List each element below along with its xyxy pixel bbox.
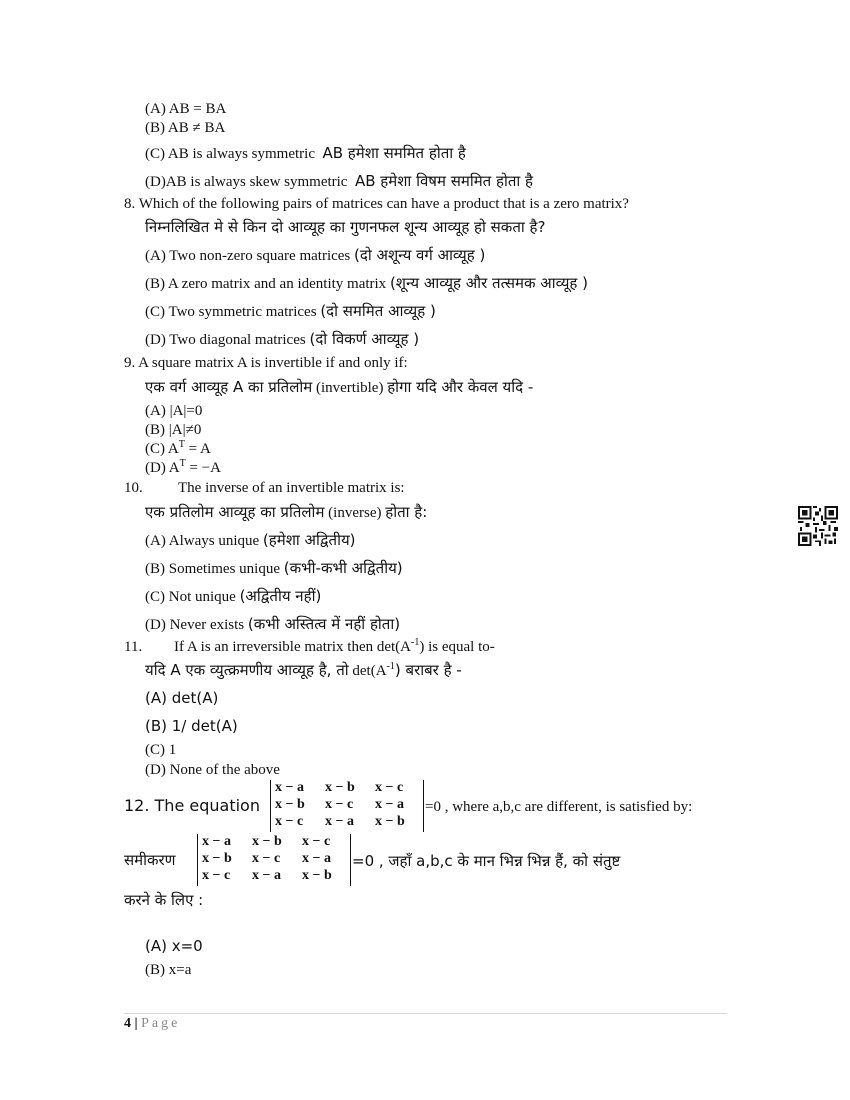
q12-suffix-hi: =0 , जहाँ a,b,c के मान भिन्न भिन्न हैं, को संतुष्ट bbox=[352, 852, 621, 870]
q12-cont-hi: करने के लिए : bbox=[124, 891, 204, 909]
q9-option-b: (B) |A|≠0 bbox=[145, 422, 202, 438]
page-label: Page bbox=[141, 1016, 181, 1031]
q9-question-hi: एक वर्ग आव्यूह A का प्रतिलोम (invertible) होगा यदि और केवल यदि - bbox=[145, 378, 534, 396]
q12-prefix-hi: समीकरण bbox=[124, 851, 176, 869]
q11-option-c: (C) 1 bbox=[145, 742, 177, 758]
det-row: x − a x − b x − c bbox=[275, 780, 404, 795]
q7-option-a: (A) AB = BA bbox=[145, 101, 227, 117]
q10-option-a: (A) Always unique (हमेशा अद्वितीय) bbox=[145, 531, 356, 549]
page-number: 4 bbox=[124, 1016, 131, 1031]
q7-option-b: (B) AB ≠ BA bbox=[145, 120, 226, 136]
q8-question-en: 8. Which of the following pairs of matrices can have a product that is a zero matrix? bbox=[124, 196, 629, 212]
q9-option-c: (C) $A^T = A$ bbox=[145, 439, 211, 457]
q11-option-d: (D) None of the above bbox=[145, 762, 280, 778]
qr-code-icon bbox=[798, 506, 838, 546]
q9-option-a: (A) |A|=0 bbox=[145, 403, 203, 419]
q7-option-d bbox=[145, 172, 533, 191]
footer-separator: | bbox=[134, 1016, 138, 1031]
q7-option-c-en: (C) AB is always symmetric bbox=[145, 146, 315, 162]
det-row: x − b x − c x − a bbox=[202, 851, 331, 866]
det-row: x − a x − b x − c bbox=[202, 834, 331, 849]
q12-determinant-hi bbox=[197, 834, 351, 886]
q12-option-a: (A) x=0 bbox=[145, 937, 203, 955]
page-footer bbox=[124, 1016, 180, 1032]
q7-option-d-en: (D)AB is always skew symmetric bbox=[145, 174, 348, 190]
q7-option-c bbox=[145, 144, 466, 163]
q12-option-b: (B) x=a bbox=[145, 962, 192, 978]
det-row: x − b x − c x − a bbox=[275, 797, 404, 812]
det-row: x − c x − a x − b bbox=[202, 868, 332, 883]
q7-option-c-hi: AB हमेशा सममित होता है bbox=[322, 144, 466, 162]
q10-option-d: (D) Never exists (कभी अस्तित्व में नहीं होता) bbox=[145, 615, 401, 633]
q8-option-c: (C) Two symmetric matrices (दो सममित आव्यूह ) bbox=[145, 302, 436, 320]
q11-option-a: (A) det(A) bbox=[145, 689, 219, 707]
q9-question-en: 9. A square matrix A is invertible if and only if: bbox=[124, 355, 408, 371]
q7-option-d-hi: AB हमेशा विषम सममित होता है bbox=[354, 172, 534, 190]
q11-question-en: If A is an irreversible matrix then $\det(A^{-1})$ is equal to- bbox=[174, 637, 495, 655]
q8-option-d: (D) Two diagonal matrices (दो विकर्ण आव्यूह ) bbox=[145, 330, 420, 348]
q10-option-c: (C) Not unique (अद्वितीय नहीं) bbox=[145, 587, 322, 605]
q12-prefix-en: 12. The equation bbox=[124, 796, 260, 815]
q10-question-hi: एक प्रतिलोम आव्यूह का प्रतिलोम (inverse) होता है: bbox=[145, 503, 428, 521]
q11-option-b: (B) 1/ det(A) bbox=[145, 717, 238, 735]
q11-number: 11. bbox=[124, 639, 143, 655]
footer-divider bbox=[124, 1013, 727, 1014]
q10-number: 10. bbox=[124, 480, 143, 496]
q11-question-hi: यदि A एक व्युत्क्रमणीय आव्यूह है, तो $\det(A^{-1})$ बराबर है - bbox=[145, 661, 462, 679]
q9-option-d: (D) $A^T = -A$ bbox=[145, 458, 221, 476]
q8-question-hi: निम्नलिखित मे से किन दो आव्यूह का गुणनफल शून्य आव्यूह हो सकता है? bbox=[145, 218, 546, 236]
q12-suffix-en: =0 , where a,b,c are different, is satisfied by: bbox=[425, 799, 693, 815]
q8-option-a: (A) Two non-zero square matrices (दो अशून्य वर्ग आव्यूह ) bbox=[145, 246, 486, 264]
q10-option-b: (B) Sometimes unique (कभी-कभी अद्वितीय) bbox=[145, 559, 403, 577]
q10-question-en: The inverse of an invertible matrix is: bbox=[178, 480, 405, 496]
q8-option-b: (B) A zero matrix and an identity matrix (शून्य आव्यूह और तत्समक आव्यूह ) bbox=[145, 274, 589, 292]
q12-determinant-en bbox=[270, 780, 424, 832]
det-row: x − c x − a x − b bbox=[275, 814, 405, 829]
